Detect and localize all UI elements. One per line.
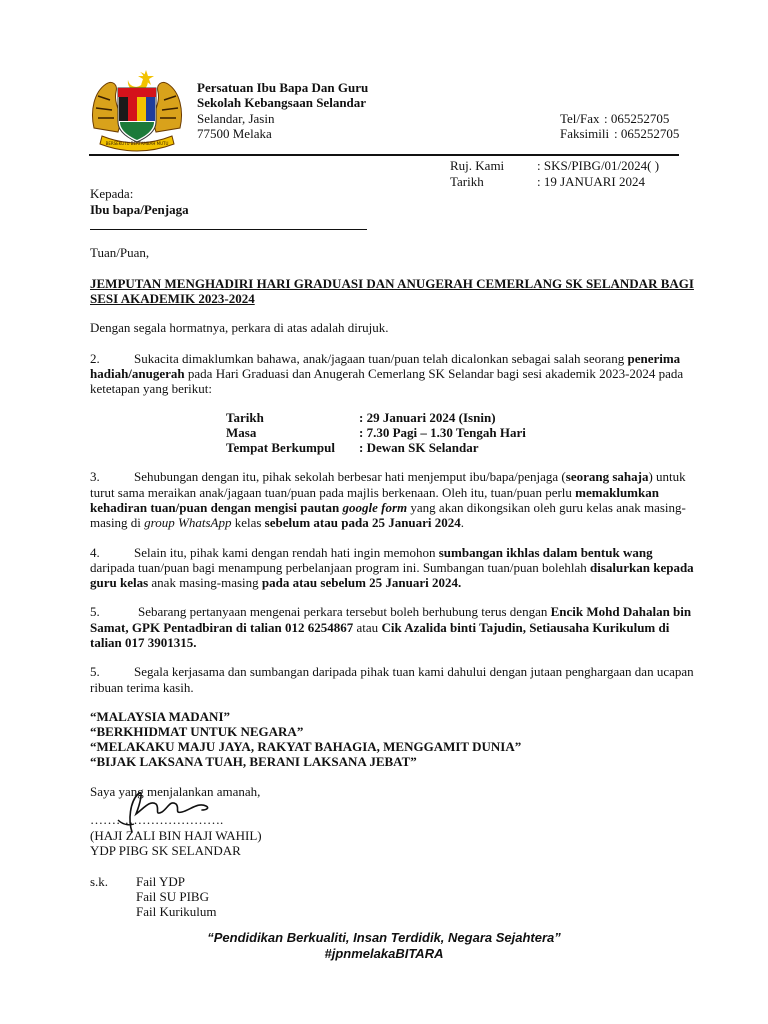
header-divider <box>89 154 679 156</box>
date-label: Tarikh <box>450 174 484 189</box>
para-4-line-2: daripada tuan/puan bagi menampung perbelanjaan program ini. Sumbangan tuan/puan bolehlah disalurkan kepada <box>90 560 694 575</box>
malaysia-coat-of-arms-logo <box>88 66 186 152</box>
para-5-line-1: Sebarang pertanyaan mengenai perkara tersebut boleh berhubung terus dengan Encik Mohd Dahalan bin <box>138 604 692 619</box>
para-5-number: 5. <box>90 604 100 619</box>
svg-text:BERSEKUTU BERTAMBAH MUTU: BERSEKUTU BERTAMBAH MUTU <box>105 141 169 146</box>
signature-dots: …………………………. <box>90 812 224 827</box>
slogan-4: “BIJAK LAKSANA TUAH, BERANI LAKSANA JEBAT” <box>90 754 417 769</box>
detail-label-venue: Tempat Berkumpul <box>226 440 335 455</box>
address-line-2: 77500 Melaka <box>197 126 272 141</box>
slogan-2: “BERKHIDMAT UNTUK NEGARA” <box>90 724 304 739</box>
intro-paragraph: Dengan segala hormatnya, perkara di atas adalah dirujuk. <box>90 320 389 335</box>
tel-value: : 065252705 <box>604 111 670 126</box>
para-6-line-1: Segala kerjasama dan sumbangan daripada pihak tuan kami dahului dengan jutaan penghargaan dan ucapan <box>134 664 694 679</box>
org-name: Persatuan Ibu Bapa Dan Guru <box>197 80 369 95</box>
para-2-number: 2. <box>90 351 100 366</box>
cc-item: Fail Kurikulum <box>136 904 217 919</box>
salutation: Tuan/Puan, <box>90 245 150 260</box>
tel-label: Tel/Fax <box>560 111 600 126</box>
para-2-line-3: ketetapan yang berikut: <box>90 381 213 396</box>
para-4-line-1: Selain itu, pihak kami dengan rendah hati ingin memohon sumbangan ikhlas dalam bentuk wang <box>134 545 653 560</box>
para-5-line-3: talian 017 3901315. <box>90 635 197 650</box>
signatory-position: YDP PIBG SK SELANDAR <box>90 843 241 858</box>
para-3-line-2: turut sama meraikan anak/jagaan tuan/puan pada majlis berkenaan. Oleh itu, tuan/puan perlu memaklumkan <box>90 485 659 500</box>
detail-value-venue: : Dewan SK Selandar <box>359 440 479 455</box>
ref-value: : SKS/PIBG/01/2024( ) <box>537 158 660 173</box>
subject-line-1: JEMPUTAN MENGHADIRI HARI GRADUASI DAN ANUGERAH CEMERLANG SK SELANDAR BAGI <box>90 276 694 291</box>
detail-value-date: : 29 Januari 2024 (Isnin) <box>359 410 496 425</box>
fax-label: Faksimili <box>560 126 610 141</box>
cc-item: Fail YDP <box>136 874 185 889</box>
para-3-line-1: Sehubungan dengan itu, pihak sekolah berbesar hati menjemput ibu/bapa/penjaga (seorang sahaja) untuk <box>134 469 686 484</box>
cc-label: s.k. <box>90 874 109 889</box>
school-name: Sekolah Kebangsaan Selandar <box>197 95 367 110</box>
para-6-number: 5. <box>90 664 100 679</box>
address-line-1: Selandar, Jasin <box>197 111 275 126</box>
slogan-1: “MALAYSIA MADANI” <box>90 709 231 724</box>
para-2-line-1: Sukacita dimaklumkan bahawa, anak/jagaan tuan/puan telah dicalonkan sebagai salah seorang penerima <box>134 351 681 366</box>
slogan-3: “MELAKAKU MAJU JAYA, RAKYAT BAHAGIA, MENGGAMIT DUNIA” <box>90 739 522 754</box>
subject-line-2: SESI AKADEMIK 2023-2024 <box>90 291 255 306</box>
detail-label-time: Masa <box>226 425 257 440</box>
ref-label: Ruj. Kami <box>450 158 505 173</box>
detail-label-date: Tarikh <box>226 410 264 425</box>
footer-hashtag: #jpnmelakaBITARA <box>324 946 444 961</box>
signatory-name: (HAJI ZALI BIN HAJI WAHIL) <box>90 828 262 843</box>
para-3-number: 3. <box>90 469 100 484</box>
para-4-line-3: guru kelas anak masing-masing pada atau sebelum 25 Januari 2024. <box>90 575 462 590</box>
para-6-line-2: ribuan terima kasih. <box>90 680 194 695</box>
detail-value-time: : 7.30 Pagi – 1.30 Tengah Hari <box>359 425 526 440</box>
recipient: Ibu bapa/Penjaga <box>90 202 189 217</box>
para-2-line-2: hadiah/anugerah pada Hari Graduasi dan Anugerah Cemerlang SK Selandar bagi sesi akademik 2023-2024 pada <box>90 366 684 381</box>
closing: Saya yang menjalankan amanah, <box>90 784 261 799</box>
para-4-number: 4. <box>90 545 100 560</box>
para-5-line-2: Samat, GPK Pentadbiran di talian 012 6254867 atau Cik Azalida binti Tajudin, Setiausaha Kurikulum di <box>90 620 670 635</box>
cc-item: Fail SU PIBG <box>136 889 209 904</box>
date-value: : 19 JANUARI 2024 <box>537 174 645 189</box>
fax-value: : 065252705 <box>614 126 680 141</box>
footer-motto: “Pendidikan Berkualiti, Insan Terdidik, Negara Sejahtera” <box>207 930 561 945</box>
para-3-line-3: kehadiran tuan/puan dengan mengisi pautan google form yang akan dikongsikan oleh guru kelas anak masing- <box>90 500 686 515</box>
para-3-line-4: masing di group WhatsApp kelas sebelum atau pada 25 Januari 2024. <box>90 515 465 530</box>
to-label: Kepada: <box>90 186 134 201</box>
recipient-underline <box>90 229 367 230</box>
